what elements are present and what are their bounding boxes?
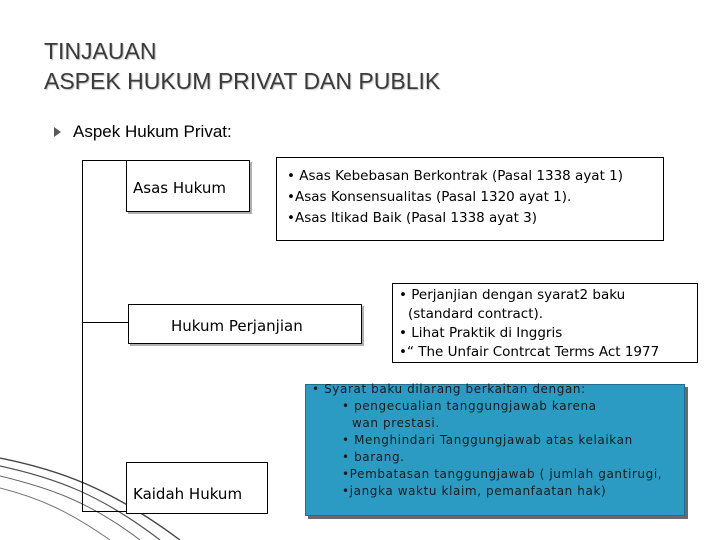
asas-item: •Asas Konsensualitas (Pasal 1320 ayat 1). [287,189,572,205]
kaidah-item: • Syarat baku dilarang berkaitan dengan: [312,382,586,396]
kaidah-item: • pengecualian tanggungjawab karena [342,399,597,413]
asas-item: • Asas Kebebasan Berkontrak (Pasal 1338 ayat 1) [287,168,624,184]
title-line-2: ASPEK HUKUM PRIVAT DAN PUBLIK [44,68,441,94]
hukum-perjanjian-label: Hukum Perjanjian [171,317,303,335]
perjanjian-item: • Lihat Praktik di Inggris [399,325,563,341]
kaidah-hukum-label: Kaidah Hukum [133,485,243,503]
hukum-perjanjian-list [399,286,659,362]
asas-hukum-detail-box [276,157,664,241]
section-heading: Aspek Hukum Privat: [73,122,232,141]
kaidah-hukum-box [126,462,268,514]
section-bullet [54,122,232,142]
connector-to-perjanjian [82,322,128,323]
kaidah-hukum-detail-box [305,384,685,516]
arrow-bullet-icon [54,127,61,137]
kaidah-item: •Pembatasan tanggungjawab ( jumlah gantirugi, [342,467,663,481]
asas-item: •Asas Itikad Baik (Pasal 1338 ayat 3) [287,210,538,226]
asas-hukum-label: Asas Hukum [133,179,226,197]
asas-hukum-box [126,160,250,212]
perjanjian-item: (standard contract). [408,306,544,322]
title-line-1: TINJAUAN [44,38,157,64]
connector-vertical [82,160,83,512]
perjanjian-item: • Perjanjian dengan syarat2 baku [399,287,626,303]
kaidah-item: •jangka waktu klaim, pemanfaatan hak) [342,484,607,498]
connector-to-kaidah [82,511,126,512]
page-title [44,36,440,96]
hukum-perjanjian-box [128,304,362,344]
asas-hukum-list [287,166,623,229]
hukum-perjanjian-detail-box [392,283,698,363]
connector-to-asas [82,160,126,161]
kaidah-item: • Menghindari Tanggungjawab atas kelaikan [342,433,633,447]
kaidah-item: wan prestasi. [352,416,440,430]
perjanjian-item: •“ The Unfair Contrcat Terms Act 1977 [399,344,660,360]
kaidah-item: • barang. [342,450,405,464]
